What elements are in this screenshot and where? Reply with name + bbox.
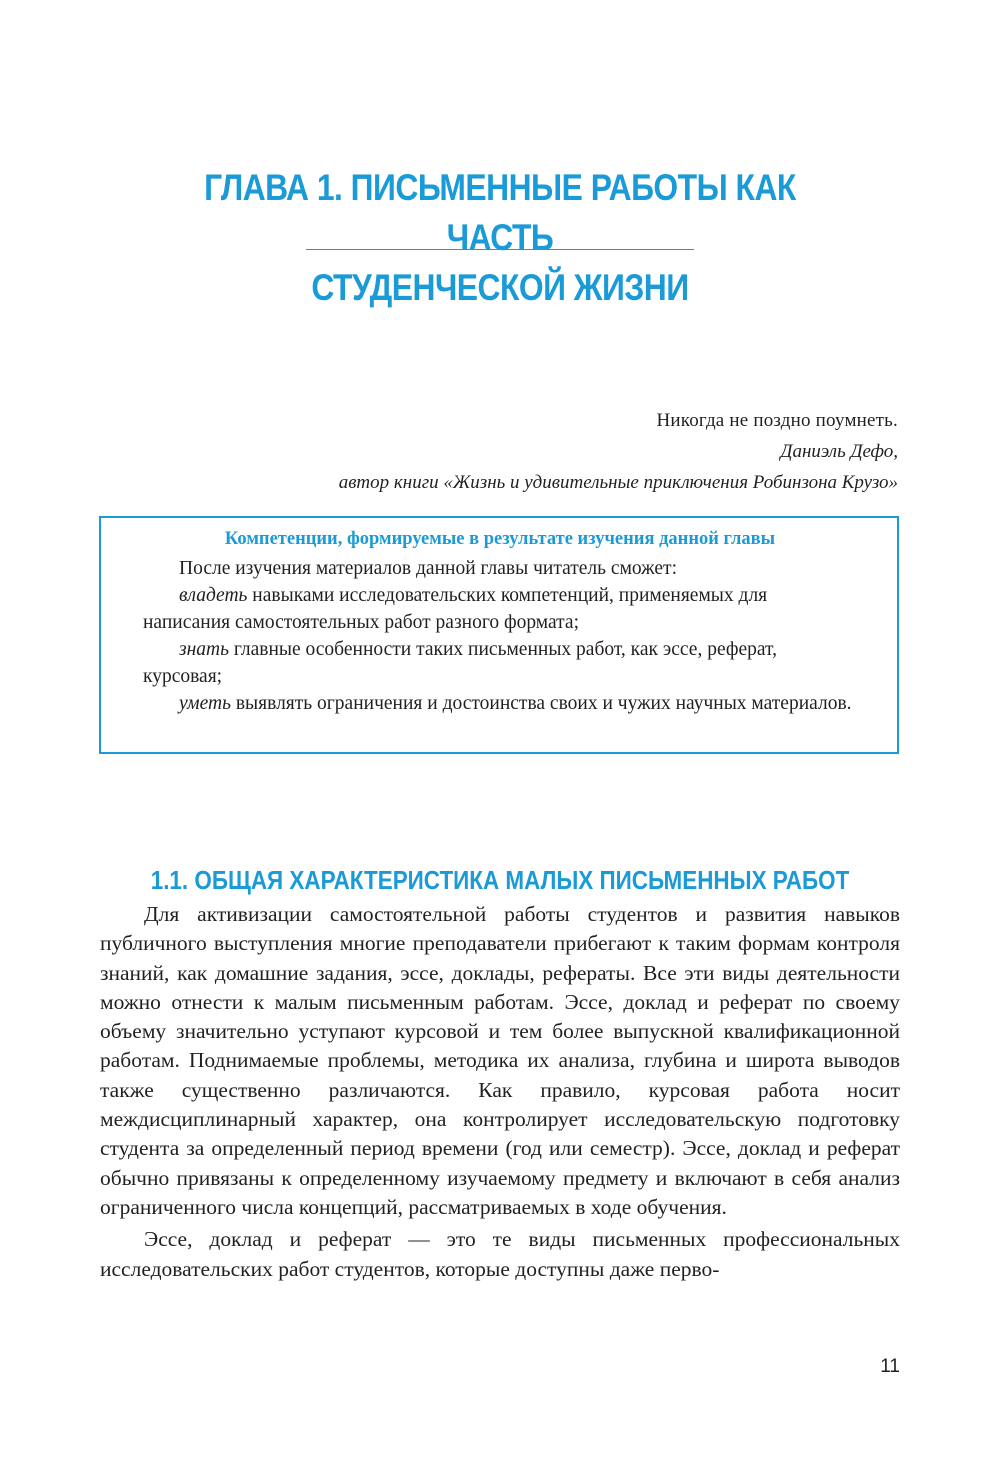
competency-text: навыками исследовательских компетенций, применяемых для написания самостоятельных работ разного формата; bbox=[143, 585, 768, 633]
competencies-text bbox=[143, 555, 857, 717]
competency-verb: знать bbox=[179, 639, 229, 660]
competency-item bbox=[143, 582, 857, 636]
body-paragraph: Для активизации самостоятельной работы студентов и развития навыков публичного выступления многие преподаватели прибегают к таким формам контроля знаний, как домашние задания, эссе, доклады, рефераты. Все эти виды деятельности можно отнести к малым письменным работам. Эссе, доклад и реферат по своему объему значительно уступают курсовой и тем более выпускной квалификационной работам. Поднимаемые проблемы, методика их анализа, глубина и широта выводов также существенно различаются. Как правило, курсовая работа носит междисциплинарный характер, она контролирует исследовательскую подготовку студента за определенный период времени (год или семестр). Эссе, доклад и реферат обычно привязаны к определенному изучаемому предмету и включают в себя анализ ограниченного числа концепций, рассматриваемых в ходе обучения. bbox=[100, 902, 900, 1219]
competency-verb: уметь bbox=[179, 693, 231, 714]
competency-verb: владеть bbox=[179, 585, 248, 606]
body-text bbox=[100, 900, 900, 1284]
epigraph-author: Даниэль Дефо, bbox=[780, 441, 898, 462]
section-title: 1.1. ОБЩАЯ ХАРАКТЕРИСТИКА МАЛЫХ ПИСЬМЕННЫХ РАБОТ bbox=[150, 867, 850, 896]
chapter-title bbox=[156, 163, 844, 313]
competencies-box bbox=[99, 516, 899, 754]
body-paragraph: Эссе, доклад и реферат — это те виды письменных профессиональных исследовательских работ студентов, которые доступны даже перво- bbox=[100, 1227, 900, 1281]
epigraph-author-note: автор книги «Жизнь и удивительные приключения Робинзона Крузо» bbox=[338, 472, 898, 493]
page-number: 11 bbox=[880, 1356, 900, 1377]
chapter-title-line-1: ГЛАВА 1. ПИСЬМЕННЫЕ РАБОТЫ КАК ЧАСТЬ bbox=[204, 166, 796, 258]
epigraph-quote: Никогда не поздно поумнеть. bbox=[656, 410, 898, 431]
chapter-title-line-2: СТУДЕНЧЕСКОЙ ЖИЗНИ bbox=[311, 266, 689, 308]
competencies-title: Компетенции, формируемые в результате изучения данной главы bbox=[224, 529, 776, 549]
competency-item bbox=[143, 690, 857, 717]
epigraph bbox=[138, 405, 898, 498]
competency-text: главные особенности таких письменных работ, как эссе, реферат, курсовая; bbox=[143, 639, 777, 687]
competency-text: выявлять ограничения и достоинства своих и чужих научных материалов. bbox=[230, 693, 852, 714]
title-underline bbox=[306, 249, 694, 250]
competencies-intro: После изучения материалов данной главы читатель сможет: bbox=[179, 558, 677, 579]
competency-item bbox=[143, 636, 857, 690]
